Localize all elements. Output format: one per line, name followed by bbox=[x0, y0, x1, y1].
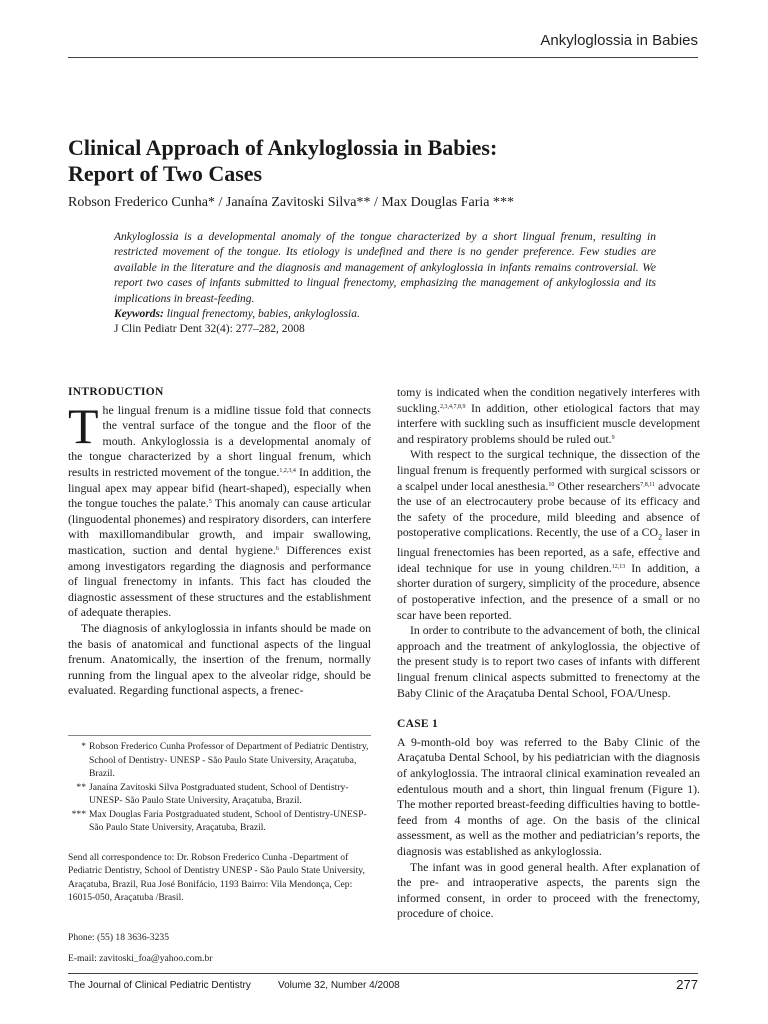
subscript: 2 bbox=[658, 532, 663, 542]
abstract-text: Ankyloglossia is a developmental anomaly of the tongue characterized by a short lingual frenum, resulting in restricted movement of the tongue. Its etiology is undefined and there is no gender preference. Few studies are available in the literature and the diagnosis and management of ankyloglossia in infants remains controversial. We report two cases of infants submitted to lingual frenectomy, emphasizing the management of ankyloglossia and its implications in breast-feeding. bbox=[114, 231, 656, 305]
page-number: 277 bbox=[676, 977, 698, 992]
reference-superscript: 2,3,4,7,8,9 bbox=[439, 403, 466, 410]
reference-superscript: 9 bbox=[611, 434, 615, 441]
section-heading-introduction: INTRODUCTION bbox=[68, 386, 164, 398]
footnote-marker: *** bbox=[71, 808, 86, 820]
intro-paragraph-1 bbox=[68, 397, 372, 621]
author-list: Robson Frederico Cunha* / Janaína Zavitoski Silva** / Max Douglas Faria *** bbox=[68, 195, 514, 210]
correspondence-address: Send all correspondence to: Dr. Robson Frederico Cunha -Department of Pediatric Dentistry, School of Dentistry UNESP - São Paulo State University, Araçatuba, Brazil, Rua José Bonifácio, 1193 Bairro: Vila Mendonça, Cep: 16015-050, Araçatuba /Brasil. bbox=[68, 851, 365, 903]
intro-p1-text-a: he lingual frenum is a midline tissue fold that connects the ventral surface of the tongue and the floor of the mouth. Ankyloglossia is a developmental anomaly of the tongue characterized by a short lingual frenum, which results in restricted movement of the tongue. bbox=[68, 402, 371, 479]
email-address: E-mail: zavitoski_foa@yahoo.com.br bbox=[68, 953, 213, 964]
reference-superscript: 5 bbox=[208, 499, 212, 506]
phone-number: Phone: (55) 18 3636-3235 bbox=[68, 931, 169, 943]
footnote-text: Max Douglas Faria Postgraduated student, School of Dentistry-UNESP- São Paulo State University, Araçatuba, Brazil. bbox=[89, 808, 367, 833]
footnote-text: Robson Frederico Cunha Professor of Department of Pediatric Dentistry, School of Dentistry- UNESP - São Paulo State University, Araçatuba, Brazil. bbox=[89, 741, 369, 779]
footnote bbox=[68, 781, 371, 808]
footnote-marker: ** bbox=[76, 781, 86, 793]
keywords-label: Keywords: bbox=[114, 308, 164, 321]
right-p1-text-b: In addition, other etiological factors that may interfere with suckling such as insufficient muscle development and respiratory problems should be ruled out. bbox=[397, 400, 700, 446]
right-p2-text-c: advocate the use of an electrocautery probe because of its efficacy and the safety of the procedure, mild bleeding and absence of postoperative complications. Recently, the use of a CO bbox=[397, 478, 701, 540]
article-title bbox=[68, 135, 708, 187]
header-rule bbox=[68, 57, 698, 58]
keywords bbox=[114, 307, 656, 322]
footnotes bbox=[68, 740, 371, 966]
right-p1-text-a: tomy is indicated when the condition negatively interferes with suckling. bbox=[397, 385, 700, 415]
right-p2-text-b: Other researchers bbox=[554, 478, 641, 493]
footer-volume: Volume 32, Number 4/2008 bbox=[278, 980, 400, 991]
intro-p1-text-b: In addition, the lingual apex may appear bifid (heart-shaped), especially when the tongue touches the palate. bbox=[68, 464, 372, 511]
left-column bbox=[68, 385, 371, 699]
right-p2-text-a: With respect to the surgical technique, the dissection of the lingual frenum is frequently performed with surgical scissors or a scalpel under local anesthesia. bbox=[397, 447, 700, 493]
footer-journal-name: The Journal of Clinical Pediatric Dentistry bbox=[68, 980, 251, 991]
right-p2-text-e: In addition, a shorter duration of surgery, simplicity of the procedure, absence of postoperative infection, and the presence of a small or no scar have been reported. bbox=[397, 560, 700, 622]
citation: J Clin Pediatr Dent 32(4): 277–282, 2008 bbox=[114, 323, 305, 336]
footnote-rule bbox=[68, 735, 371, 736]
reference-superscript: 7,8,11 bbox=[640, 481, 656, 488]
case1-paragraph-1: A 9-month-old boy was referred to the Baby Clinic of the Araçatuba Dental School, by his pediatrician with the diagnosis of ankyloglossia. The intraoral clinical examination revealed an edentulous mouth and a short, thin lingual frenum (Figure 1). The mother reported breast-feeding difficulties having to bottle-feed from 4 months of age. On the basis of the clinical assessment, as well as the mother and pediatrician’s reports, the diagnosis was established as ankyloglossia. bbox=[397, 734, 700, 858]
title-line-1: Clinical Approach of Ankyloglossia in Babies: bbox=[68, 135, 498, 160]
reference-superscript: 6 bbox=[275, 545, 279, 552]
right-column bbox=[397, 385, 700, 922]
right-p2-text-d: laser in lingual frenectomies has been reported, as a safe, effective and ideal technique for use in young children. bbox=[397, 525, 701, 575]
title-line-2: Report of Two Cases bbox=[68, 161, 263, 186]
keywords-text: lingual frenectomy, babies, ankyloglossia. bbox=[166, 308, 360, 321]
abstract bbox=[114, 230, 656, 338]
right-paragraph-2 bbox=[397, 447, 700, 623]
footnote bbox=[68, 808, 371, 835]
reference-superscript: 10 bbox=[548, 481, 555, 488]
intro-p1-text-c: This anomaly can cause articular (linguodental phonemes) and respiratory disorders, can interfere with maxillomandibular growth, and impair swallowing, mastication, suction and dental hygiene. bbox=[68, 496, 372, 557]
reference-superscript: 1,2,3,4 bbox=[279, 467, 296, 474]
right-paragraph-3: In order to contribute to the advancement of both, the clinical approach and the treatment of ankyloglossia, the objective of the present study is to report two cases of infants with different lingual frenum clinical aspects submitted to frenectomy at the Baby Clinic of the Araçatuba Dental School, FOA/Unesp. bbox=[397, 623, 700, 700]
footnote bbox=[68, 740, 371, 781]
drop-cap: T bbox=[68, 397, 99, 454]
case1-paragraph-2: The infant was in good general health. After explanation of the pre- and intraoperative aspects, the parents sign the informed consent, in order to proceed with the frenectomy, procedure of choice. bbox=[397, 859, 700, 921]
intro-paragraph-2: The diagnosis of ankyloglossia in infants should be made on the basis of anatomical and functional aspects of the lingual frenum. Anatomically, the insertion of the frenum, normally running from the lingual apex to the alveolar ridge, should be evaluated. Regarding functional aspects, a frenec- bbox=[68, 620, 371, 698]
reference-superscript: 12,13 bbox=[611, 563, 626, 570]
intro-p1-text-d: Differences exist among investigators regarding the diagnosis and performance of lingual frenectomy in infants. This fact has clouded the diagnostic assessment of these structures and the establishment of adequate therapies. bbox=[68, 542, 371, 620]
footnote-marker: * bbox=[81, 741, 86, 752]
right-paragraph-1 bbox=[397, 385, 700, 447]
section-heading-case-1: CASE 1 bbox=[397, 718, 439, 731]
footnote-text: Janaína Zavitoski Silva Postgraduated student, School of Dentistry-UNESP- São Paulo State University, Araçatuba, Brazil. bbox=[89, 781, 349, 806]
running-head: Ankyloglossia in Babies bbox=[540, 32, 698, 49]
footer-rule bbox=[68, 973, 698, 974]
